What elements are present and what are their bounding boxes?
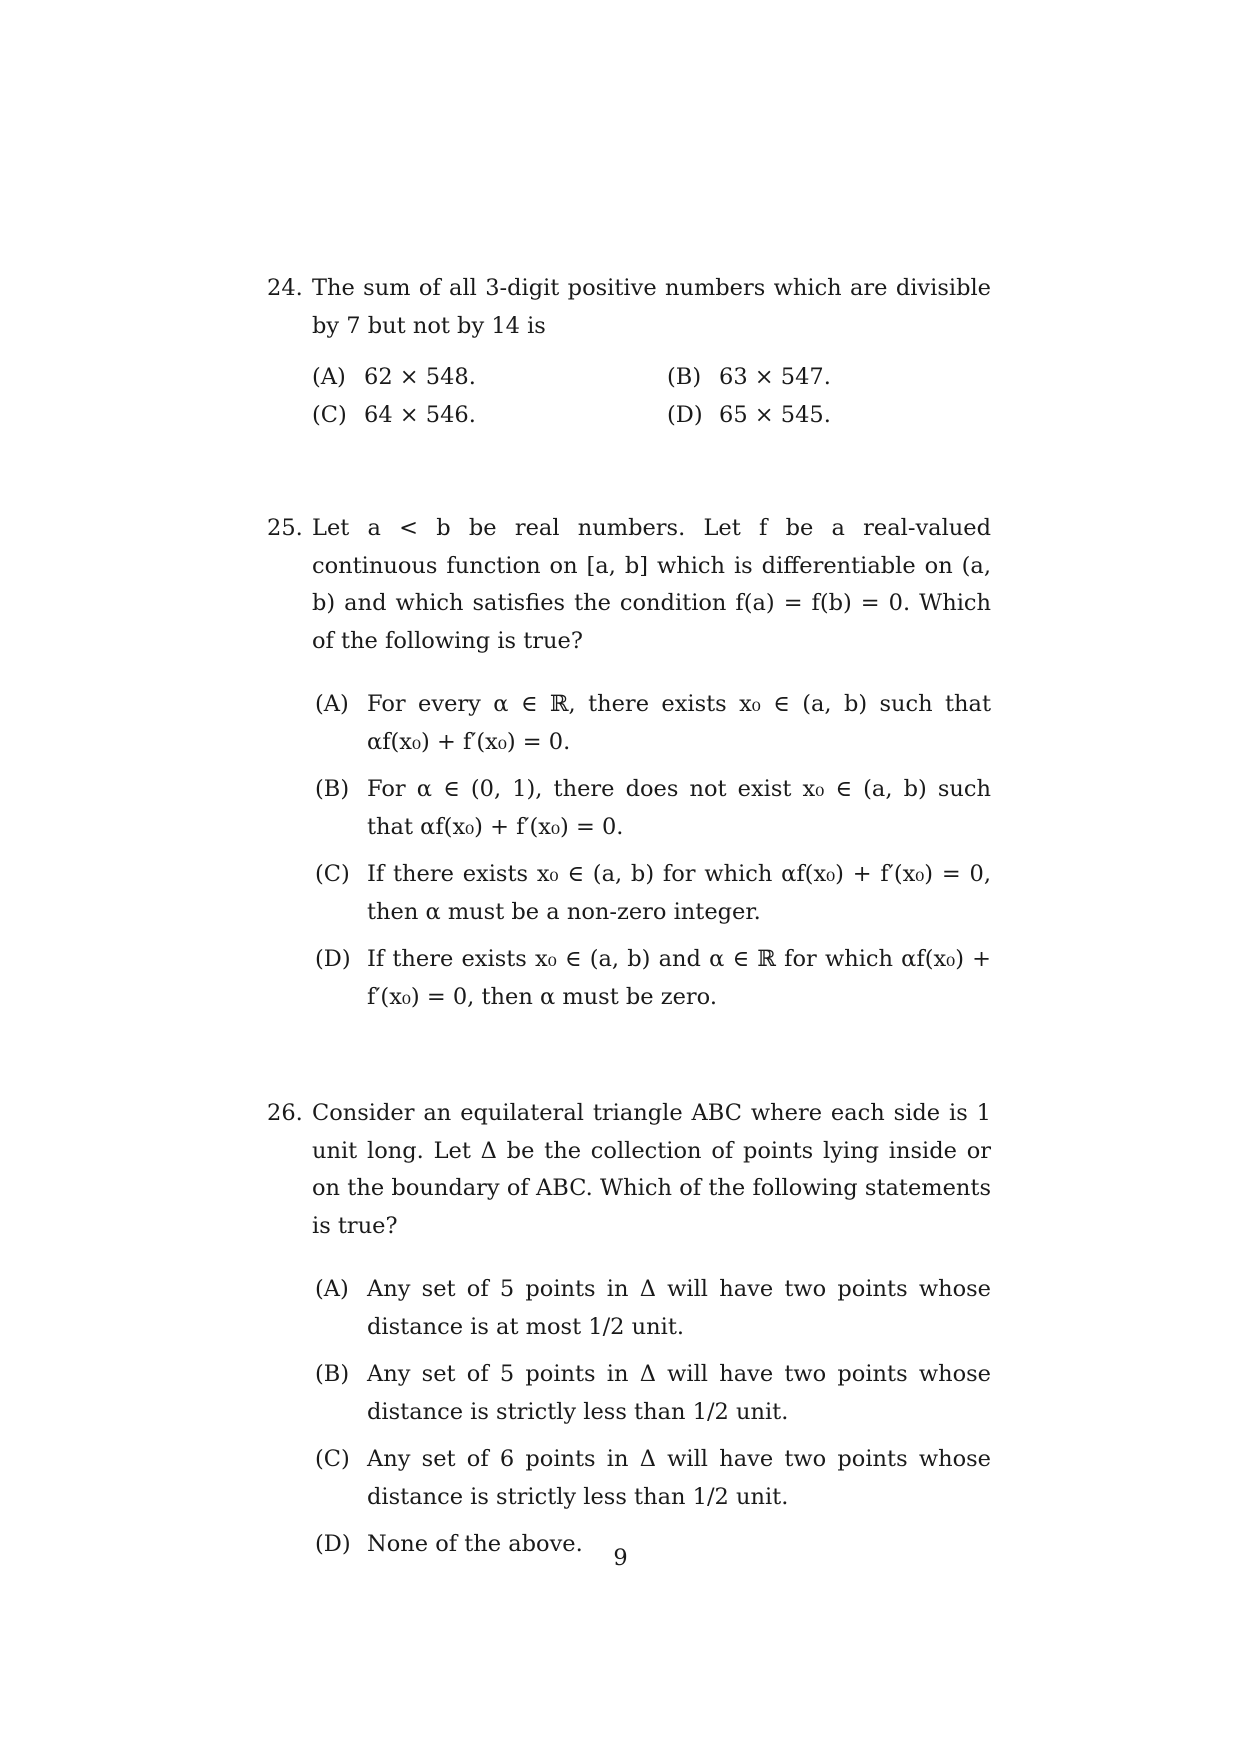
options-list — [315, 686, 991, 1016]
question-number: 24. — [267, 275, 303, 301]
option-text: 64 × 546. — [364, 401, 476, 428]
option-text: For every α ∈ ℝ, there exists x₀ ∈ (a, b) such that αf(x₀) + f′(x₀) = 0. — [367, 691, 991, 755]
option-text: Any set of 6 points in Δ will have two points whose distance is strictly less than 1/2 unit. — [367, 1446, 991, 1510]
option-label: (C) — [312, 401, 347, 428]
option-c — [312, 397, 667, 435]
option-b — [315, 1356, 991, 1431]
option-c — [315, 856, 991, 931]
question-25 — [267, 510, 991, 1026]
option-label: (B) — [315, 1361, 350, 1387]
option-label: (D) — [315, 946, 351, 972]
option-label: (D) — [315, 1531, 351, 1557]
option-c — [315, 1441, 991, 1516]
option-a — [312, 359, 667, 397]
question-text: Let a < b be real numbers. Let f be a real-valued continuous function on [a, b] which is differentiable on (a, b) and which satisfies the condition f(a) = f(b) = 0. Which of the following is true? — [312, 515, 991, 654]
option-label: (A) — [315, 1276, 349, 1302]
question-text: Consider an equilateral triangle ABC where each side is 1 unit long. Let Δ be the collection of points lying inside or on the boundary of ABC. Which of the following statements is true? — [312, 1100, 991, 1239]
option-b — [667, 359, 1022, 397]
option-text: Any set of 5 points in Δ will have two points whose distance is strictly less than 1/2 unit. — [367, 1361, 991, 1425]
option-b — [315, 771, 991, 846]
option-label: (C) — [315, 1446, 350, 1472]
option-label: (B) — [667, 364, 702, 390]
option-text: If there exists x₀ ∈ (a, b) and α ∈ ℝ for which αf(x₀) + f′(x₀) = 0, then α must be zero. — [367, 946, 991, 1010]
option-label: (D) — [667, 401, 703, 428]
option-d — [667, 397, 1022, 435]
option-a — [315, 1271, 991, 1346]
option-label: (A) — [312, 364, 346, 390]
option-d — [315, 941, 991, 1016]
page-number: 9 — [613, 1545, 628, 1571]
option-text: 62 × 548. — [364, 364, 476, 390]
option-text: None of the above. — [367, 1531, 583, 1557]
option-label: (A) — [315, 691, 349, 717]
option-a — [315, 686, 991, 761]
option-text: 65 × 545. — [719, 401, 831, 428]
option-text: Any set of 5 points in Δ will have two points whose distance is at most 1/2 unit. — [367, 1276, 991, 1340]
question-26 — [267, 1095, 991, 1574]
question-text: The sum of all 3-digit positive numbers which are divisible by 7 but not by 14 is — [312, 275, 991, 339]
option-text: For α ∈ (0, 1), there does not exist x₀ ∈ (a, b) such that αf(x₀) + f′(x₀) = 0. — [367, 776, 991, 840]
question-number: 25. — [267, 515, 303, 541]
options-grid — [312, 359, 991, 434]
question-24 — [267, 270, 991, 434]
option-text: If there exists x₀ ∈ (a, b) for which αf(x₀) + f′(x₀) = 0, then α must be a non-zero integer. — [367, 861, 991, 925]
option-label: (C) — [315, 861, 350, 887]
question-number: 26. — [267, 1100, 303, 1126]
options-list — [315, 1271, 991, 1564]
option-text: 63 × 547. — [719, 364, 831, 390]
option-label: (B) — [315, 776, 350, 802]
